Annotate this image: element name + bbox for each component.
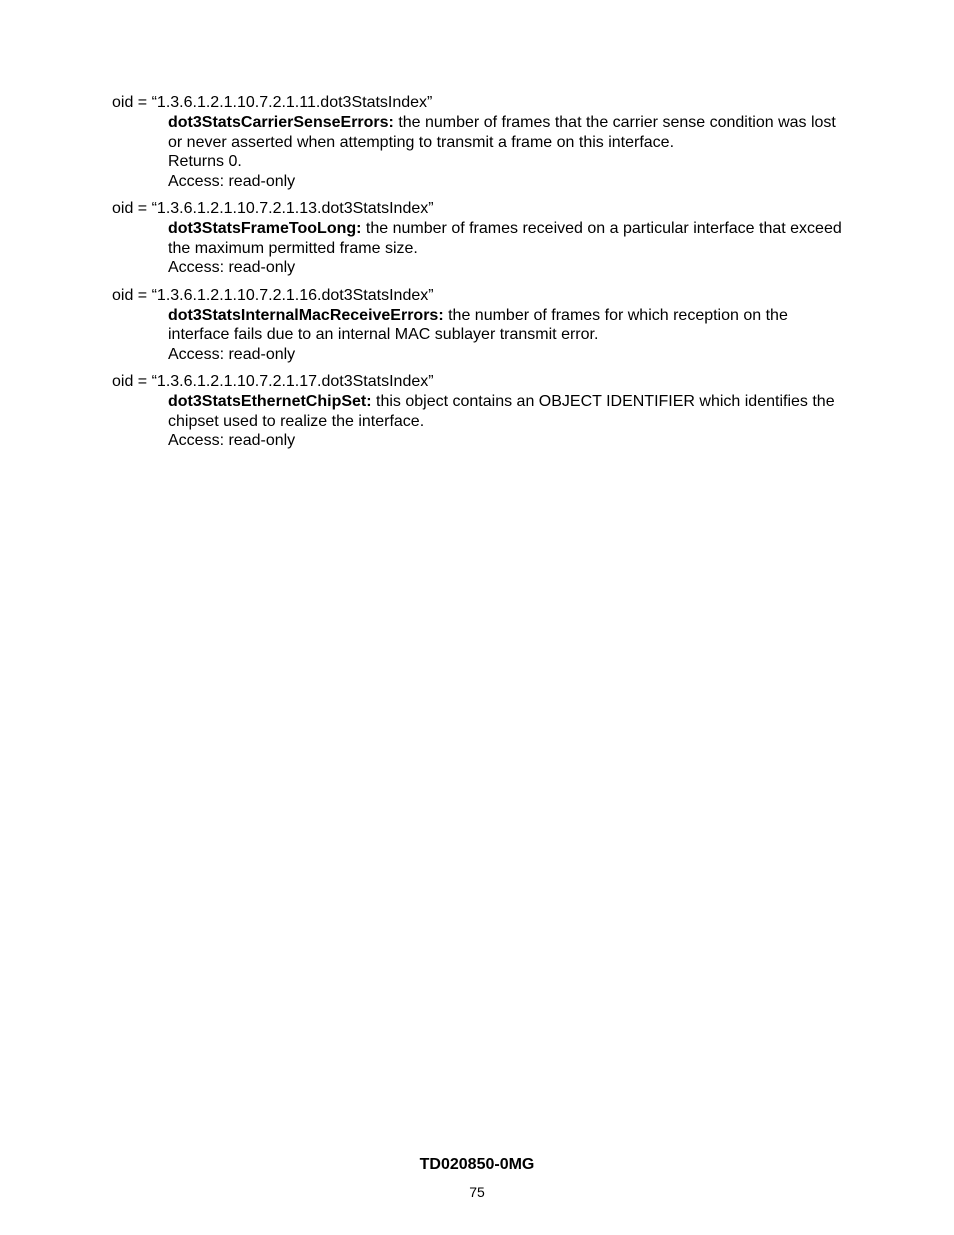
object-name: dot3StatsInternalMacReceiveErrors: <box>168 306 444 324</box>
oid-line: oid = “1.3.6.1.2.1.10.7.2.1.16.dot3StatsIndex” <box>112 286 434 304</box>
object-description-text: the number of frames received on a particular interface that exceed the maximum permitted frame size. <box>168 220 842 257</box>
oid-entry-internal-mac-receive-errors <box>112 286 852 365</box>
object-name: dot3StatsFrameTooLong: <box>168 220 362 237</box>
object-description <box>168 392 852 451</box>
object-name: dot3StatsCarrierSenseErrors: <box>168 114 394 131</box>
oid-line: oid = “1.3.6.1.2.1.10.7.2.1.13.dot3StatsIndex” <box>112 200 434 217</box>
object-description <box>168 219 852 278</box>
object-description <box>168 113 852 191</box>
object-access: Access: read-only <box>168 259 296 276</box>
object-returns-note: Returns 0. <box>168 153 242 170</box>
document-id: TD020850-0MG <box>419 1156 535 1173</box>
object-description-text: the number of frames that the carrier sense condition was lost or never asserted when attempting to transmit a frame on this interface. <box>168 114 836 151</box>
page-number: 75 <box>469 1184 485 1200</box>
object-description-text: this object contains an OBJECT IDENTIFIER which identifies the chipset used to realize the interface. <box>168 393 835 430</box>
oid-entry-carrier-sense-errors <box>112 93 852 191</box>
object-name: dot3StatsEthernetChipSet: <box>168 393 372 410</box>
oid-line: oid = “1.3.6.1.2.1.10.7.2.1.11.dot3StatsIndex” <box>112 94 433 111</box>
object-access: Access: read-only <box>168 172 296 190</box>
object-access: Access: read-only <box>168 345 296 363</box>
oid-entry-frame-too-long <box>112 199 852 278</box>
object-description-text: the number of frames for which reception on the interface fails due to an internal MAC sublayer transmit error. <box>168 306 788 343</box>
oid-entry-ethernet-chipset <box>112 372 852 451</box>
oid-line: oid = “1.3.6.1.2.1.10.7.2.1.17.dot3StatsIndex” <box>112 373 434 390</box>
object-description <box>168 306 852 365</box>
document-body <box>112 93 852 459</box>
object-access: Access: read-only <box>168 432 296 449</box>
